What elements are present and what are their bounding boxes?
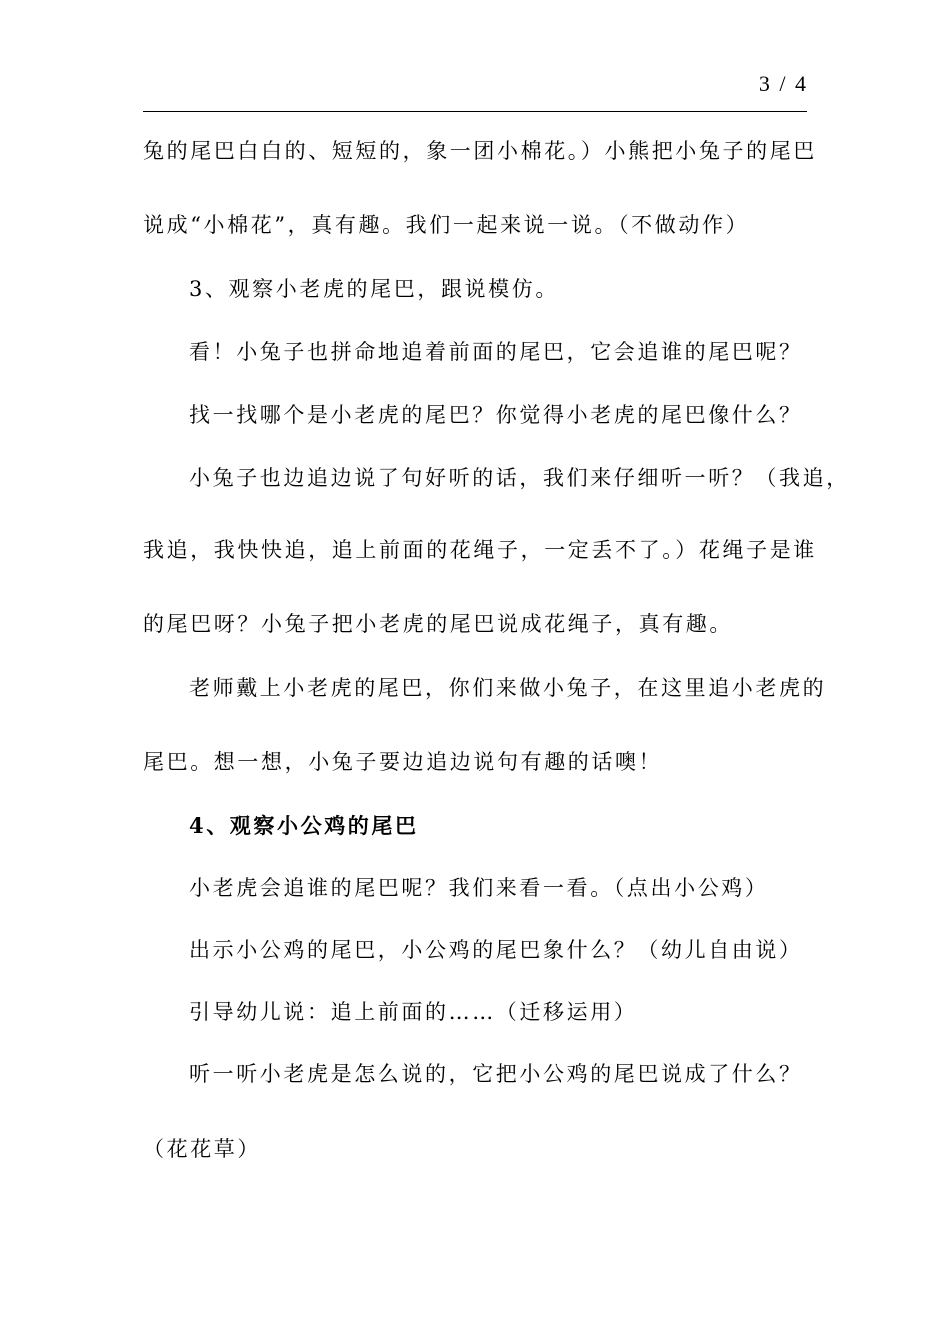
body-line: 的尾巴呀？小兔子把小老虎的尾巴说成花绳子，真有趣。 [143,612,733,636]
header-rule [143,111,807,112]
section-heading: 4、观察小公鸡的尾巴 [189,813,419,838]
body-line: 小兔子也边追边说了句好听的话，我们来仔细听一听？（我追， [189,466,850,490]
page-number: 3 / 4 [758,71,808,96]
body-line: 听一听小老虎是怎么说的，它把小公鸡的尾巴说成了什么？ [189,1062,803,1086]
body-line: 老师戴上小老虎的尾巴，你们来做小兔子，在这里追小老虎的 [189,676,827,700]
body-line: 说成“小棉花”，真有趣。我们一起来说一说。（不做动作） [143,213,750,237]
body-line: 找一找哪个是小老虎的尾巴？你觉得小老虎的尾巴像什么？ [189,403,803,427]
body-line: 尾巴。想一想，小兔子要边追边说句有趣的话噢！ [143,750,663,774]
body-line: 出示小公鸡的尾巴，小公鸡的尾巴象什么？（幼儿自由说） [189,938,803,962]
section-heading: 3、观察小老虎的尾巴，跟说模仿。 [189,277,559,301]
body-line: 引导幼儿说：追上前面的……（迁移运用） [189,1000,638,1024]
body-line: 看！小兔子也拼命地追着前面的尾巴，它会追谁的尾巴呢？ [189,340,803,364]
body-line: （花花草） [143,1137,261,1161]
body-line: 我追，我快快追，追上前面的花绳子，一定丢不了。）花绳子是谁 [143,538,817,562]
body-line: 兔的尾巴白白的、短短的，象一团小棉花。）小熊把小兔子的尾巴 [143,139,817,163]
body-line: 小老虎会追谁的尾巴呢？我们来看一看。（点出小公鸡） [189,876,769,900]
